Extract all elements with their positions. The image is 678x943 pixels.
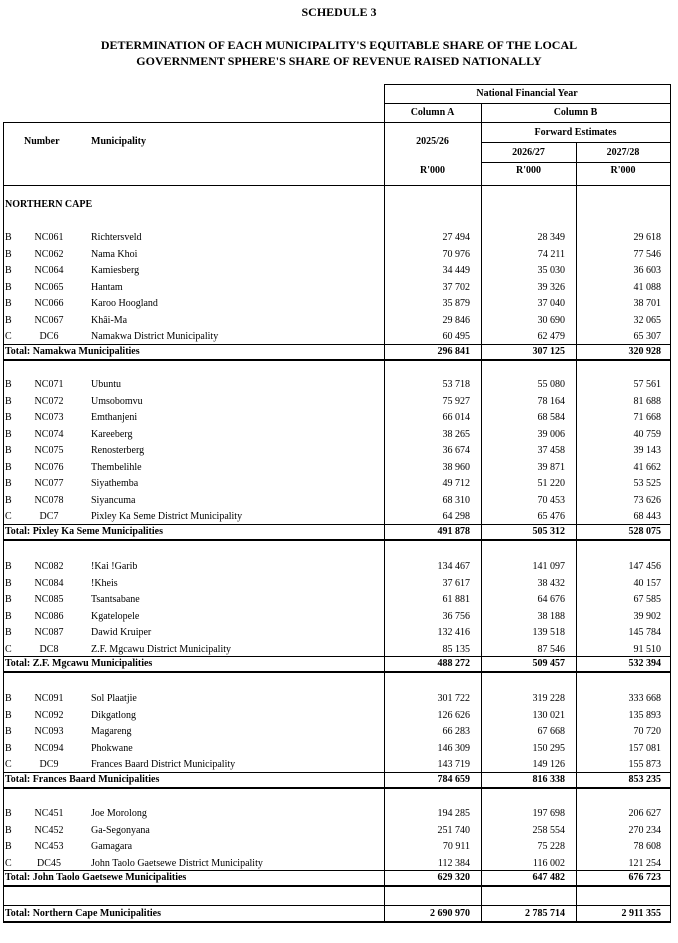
value-2026-27: 51 220 — [537, 478, 565, 489]
value-2027-28: 71 668 — [633, 412, 661, 423]
group-total-2026-27: 647 482 — [532, 872, 565, 883]
value-2027-28: 333 668 — [628, 693, 661, 704]
value-2026-27: 28 349 — [537, 232, 565, 243]
municipality-number: NC092 — [34, 709, 64, 721]
municipality-name: Kgatelopele — [91, 610, 140, 622]
subtotal-rule-bottom — [3, 671, 671, 673]
municipality-name: Sol Plaatjie — [91, 693, 137, 704]
value-2026-27: 149 126 — [532, 759, 565, 770]
value-2027-28: 78 608 — [633, 841, 661, 852]
year-2025-header: 2025/26 — [416, 136, 449, 147]
value-2025-26: 38 960 — [442, 461, 470, 473]
municipality-name: Z.F. Mgcawu District Municipality — [91, 643, 232, 655]
municipality-category: B — [5, 461, 12, 473]
value-2027-28: 57 561 — [633, 379, 661, 390]
municipality-category: B — [5, 561, 12, 572]
municipality-category: B — [5, 379, 12, 390]
municipality-name: Tsantsabane — [91, 594, 140, 605]
value-2025-26: 112 384 — [437, 857, 470, 869]
value-2026-27: 62 479 — [537, 331, 565, 342]
value-2025-26: 29 846 — [442, 314, 470, 326]
group-total-2026-27: 505 312 — [532, 525, 565, 537]
value-2026-27: 65 476 — [537, 511, 565, 522]
value-2026-27: 74 211 — [537, 248, 565, 260]
column-a-label: Column A — [410, 107, 455, 118]
value-2025-26: 75 927 — [442, 395, 470, 407]
municipality-category: B — [5, 412, 12, 423]
value-2027-28: 53 525 — [633, 478, 661, 489]
forward-estimates-label: Forward Estimates — [534, 127, 617, 138]
municipality-name: Karoo Hoogland — [91, 298, 158, 309]
group-total-2026-27: 816 338 — [532, 773, 565, 785]
municipality-name: Renosterberg — [91, 445, 145, 456]
municipality-name: Namakwa District Municipality — [91, 331, 219, 342]
municipality-category: B — [5, 808, 12, 819]
value-2026-27: 130 021 — [532, 709, 565, 721]
municipality-name: Dikgatlong — [91, 709, 136, 721]
group-total-2025-26: 488 272 — [437, 658, 470, 669]
subtotal-rule-bottom — [3, 787, 671, 789]
municipality-category: B — [5, 577, 12, 589]
municipality-number: NC072 — [34, 395, 64, 407]
municipality-number: DC9 — [39, 759, 59, 770]
subtotal-rule-top — [3, 870, 671, 871]
grand-total-rule-bottom — [3, 921, 671, 923]
municipality-category: B — [5, 610, 12, 622]
municipality-name: Frances Baard District Municipality — [91, 759, 236, 770]
municipality-number: NC065 — [34, 281, 64, 293]
column-b-left-border — [481, 103, 482, 923]
municipality-number: NC091 — [34, 693, 64, 704]
value-2025-26: 134 467 — [437, 561, 470, 572]
municipality-number: NC085 — [34, 594, 64, 605]
municipality-name: Ubuntu — [91, 379, 121, 390]
value-2026-27: 87 546 — [537, 643, 565, 655]
value-2026-27: 150 295 — [532, 742, 565, 754]
municipality-number: NC067 — [34, 314, 64, 326]
group-total-2027-28: 320 928 — [628, 345, 661, 357]
unit-header-b2: R'000 — [610, 165, 636, 176]
subtotal-rule-top — [3, 656, 671, 657]
municipality-name: Nama Khoi — [91, 248, 138, 260]
table-right-border — [670, 84, 671, 923]
value-2027-28: 70 720 — [633, 726, 661, 737]
municipality-number: NC064 — [34, 265, 64, 276]
municipality-number: DC7 — [39, 511, 59, 522]
value-2026-27: 30 690 — [537, 314, 565, 326]
value-2027-28: 67 585 — [633, 594, 661, 605]
subtotal-rule-top — [3, 344, 671, 345]
value-2025-26: 36 674 — [442, 445, 470, 456]
unit-header-a: R'000 — [420, 165, 445, 176]
value-2027-28: 135 893 — [628, 709, 661, 721]
municipality-category: B — [5, 494, 12, 506]
value-2027-28: 40 157 — [633, 577, 661, 589]
municipality-name: Thembelihle — [91, 461, 142, 473]
value-2026-27: 38 188 — [537, 610, 565, 622]
group-total-2025-26: 491 878 — [437, 525, 470, 537]
group-total-label: Total: Frances Baard Municipalities — [5, 773, 160, 785]
national-financial-year-label: National Financial Year — [476, 88, 578, 99]
municipality-name: Kareeberg — [91, 428, 133, 440]
group-total-2026-27: 307 125 — [532, 345, 565, 357]
value-2027-28: 270 234 — [628, 824, 661, 836]
municipality-category: B — [5, 298, 12, 309]
subtotal-rule-top — [3, 524, 671, 525]
municipality-name: Ga-Segonyana — [91, 824, 150, 836]
value-2027-28: 81 688 — [633, 395, 661, 407]
municipality-category: B — [5, 824, 12, 836]
header-rule-nfy — [384, 103, 671, 104]
municipality-category: B — [5, 693, 12, 704]
grand-total-2026-27: 2 785 714 — [525, 908, 565, 919]
municipality-number: NC075 — [34, 445, 64, 456]
value-2025-26: 37 617 — [442, 577, 470, 589]
municipality-category: B — [5, 232, 12, 243]
municipality-name: Pixley Ka Seme District Municipality — [91, 511, 243, 522]
municipality-name: Phokwane — [91, 742, 133, 754]
group-total-label: Total: Z.F. Mgcawu Municipalities — [5, 658, 153, 669]
value-2027-28: 121 254 — [628, 857, 661, 869]
group-total-label: Total: Namakwa Municipalities — [5, 345, 140, 357]
grand-total-2025-26: 2 690 970 — [430, 908, 470, 919]
value-2025-26: 68 310 — [442, 494, 470, 506]
municipality-category: B — [5, 742, 12, 754]
value-2027-28: 147 456 — [628, 561, 661, 572]
value-2027-28: 73 626 — [633, 494, 661, 506]
municipality-number: NC073 — [34, 412, 64, 423]
value-2025-26: 64 298 — [442, 511, 470, 522]
municipality-number: NC086 — [34, 610, 64, 622]
value-2025-26: 85 135 — [442, 643, 470, 655]
group-total-2026-27: 509 457 — [532, 658, 565, 669]
table-left-border — [3, 122, 4, 923]
municipality-category: B — [5, 841, 12, 852]
grand-total-label: Total: Northern Cape Municipalities — [5, 908, 162, 919]
municipality-name: Joe Morolong — [91, 808, 147, 819]
value-2026-27: 319 228 — [532, 693, 565, 704]
municipality-number: NC082 — [34, 561, 64, 572]
municipality-name: Khâi-Ma — [91, 314, 128, 326]
value-2027-28: 206 627 — [628, 808, 661, 819]
value-2025-26: 146 309 — [437, 742, 470, 754]
value-2026-27: 139 518 — [532, 627, 565, 638]
municipality-category: C — [5, 857, 12, 869]
municipality-category: B — [5, 478, 12, 489]
value-2027-28: 41 662 — [633, 461, 661, 473]
header-rule-columns — [3, 122, 671, 123]
municipality-number: NC071 — [34, 379, 64, 390]
value-2027-28: 39 143 — [633, 445, 661, 456]
schedule-heading — [0, 37, 678, 69]
value-2027-28: 157 081 — [628, 742, 661, 754]
value-2025-26: 66 283 — [442, 726, 470, 737]
municipality-category: C — [5, 643, 12, 655]
value-2025-26: 37 702 — [442, 281, 470, 293]
column-b2-left-border — [576, 142, 577, 923]
municipality-number: NC094 — [34, 742, 64, 754]
municipality-number: NC061 — [34, 232, 64, 243]
municipality-name: Siyancuma — [91, 494, 136, 506]
value-2025-26: 126 626 — [437, 709, 470, 721]
value-2025-26: 251 740 — [437, 824, 470, 836]
group-total-2027-28: 853 235 — [628, 773, 661, 785]
municipality-category: C — [5, 511, 12, 522]
value-2027-28: 77 546 — [633, 248, 661, 260]
number-header: Number — [24, 136, 60, 147]
municipality-number: NC074 — [34, 428, 64, 440]
municipality-category: B — [5, 265, 12, 276]
value-2026-27: 258 554 — [532, 824, 565, 836]
value-2026-27: 68 584 — [537, 412, 565, 423]
group-total-label: Total: Pixley Ka Seme Municipalities — [5, 525, 163, 537]
header-rule-top — [384, 84, 671, 85]
year-2027-header: 2027/28 — [606, 147, 640, 158]
municipality-number: NC452 — [34, 824, 64, 836]
municipality-name: Dawid Kruiper — [91, 627, 152, 638]
value-2027-28: 38 701 — [633, 298, 661, 309]
value-2025-26: 49 712 — [442, 478, 470, 489]
value-2026-27: 67 668 — [537, 726, 565, 737]
municipality-number: DC6 — [39, 331, 59, 342]
municipality-category: B — [5, 248, 12, 260]
column-a-left-border — [384, 84, 385, 923]
year-2026-header: 2026/27 — [512, 147, 545, 158]
value-2026-27: 37 040 — [537, 298, 565, 309]
value-2027-28: 155 873 — [628, 759, 661, 770]
municipality-header: Municipality — [91, 136, 147, 147]
value-2026-27: 39 006 — [537, 428, 565, 440]
municipality-category: B — [5, 281, 12, 293]
value-2027-28: 32 065 — [633, 314, 661, 326]
municipality-name: Emthanjeni — [91, 412, 138, 423]
municipality-name: John Taolo Gaetsewe District Municipality — [91, 857, 263, 869]
value-2027-28: 29 618 — [633, 232, 661, 243]
value-2027-28: 145 784 — [628, 627, 661, 638]
municipality-number: DC8 — [39, 643, 59, 655]
value-2027-28: 68 443 — [633, 511, 661, 522]
municipality-number: NC078 — [34, 494, 64, 506]
municipality-number: NC093 — [34, 726, 64, 737]
subtotal-rule-bottom — [3, 885, 671, 887]
municipality-category: B — [5, 726, 12, 737]
value-2025-26: 35 879 — [442, 298, 470, 309]
heading-line-1: DETERMINATION OF EACH MUNICIPALITY'S EQUITABLE SHARE OF THE LOCAL — [100, 38, 578, 52]
subtotal-rule-bottom — [3, 539, 671, 541]
province-heading: NORTHERN CAPE — [5, 199, 93, 210]
municipality-number: NC087 — [34, 627, 64, 638]
group-total-2027-28: 532 394 — [628, 658, 661, 669]
value-2026-27: 116 002 — [532, 857, 565, 869]
municipality-category: B — [5, 314, 12, 326]
value-2025-26: 27 494 — [442, 232, 470, 243]
value-2027-28: 39 902 — [633, 610, 661, 622]
heading-line-2: GOVERNMENT SPHERE'S SHARE OF REVENUE RAISED NATIONALLY — [136, 54, 542, 68]
municipality-category: C — [5, 331, 12, 342]
group-total-2025-26: 296 841 — [437, 345, 470, 357]
municipality-number: NC077 — [34, 478, 64, 489]
municipality-name: Magareng — [91, 726, 132, 737]
value-2026-27: 39 871 — [537, 461, 565, 473]
municipality-name: Gamagara — [91, 841, 133, 852]
municipality-category: B — [5, 445, 12, 456]
municipality-category: C — [5, 759, 12, 770]
group-total-2027-28: 676 723 — [628, 872, 661, 883]
value-2025-26: 53 718 — [442, 379, 470, 390]
value-2026-27: 38 432 — [537, 577, 565, 589]
value-2026-27: 64 676 — [537, 594, 565, 605]
municipality-name: Siyathemba — [91, 478, 139, 489]
value-2025-26: 66 014 — [442, 412, 470, 423]
value-2026-27: 70 453 — [537, 494, 565, 506]
group-total-2025-26: 784 659 — [437, 773, 470, 785]
value-2026-27: 55 080 — [537, 379, 565, 390]
value-2027-28: 41 088 — [633, 281, 661, 293]
value-2027-28: 40 759 — [633, 428, 661, 440]
value-2025-26: 70 976 — [442, 248, 470, 260]
municipality-number: NC451 — [34, 808, 64, 819]
column-b-label: Column B — [553, 107, 598, 118]
value-2025-26: 38 265 — [442, 428, 470, 440]
unit-header-b1: R'000 — [516, 165, 541, 176]
schedule-title: SCHEDULE 3 — [301, 5, 377, 19]
value-2025-26: 194 285 — [437, 808, 470, 819]
municipality-number: NC062 — [34, 248, 64, 260]
value-2026-27: 39 326 — [537, 281, 565, 293]
subtotal-rule-bottom — [3, 359, 671, 361]
municipality-category: B — [5, 395, 12, 407]
municipality-category: B — [5, 709, 12, 721]
municipality-category: B — [5, 627, 12, 638]
value-2025-26: 61 881 — [442, 594, 470, 605]
value-2025-26: 70 911 — [442, 841, 470, 852]
municipality-number: NC453 — [34, 841, 64, 852]
municipality-number: NC084 — [34, 577, 64, 589]
municipality-category: B — [5, 428, 12, 440]
group-total-label: Total: John Taolo Gaetsewe Municipalities — [5, 872, 187, 883]
value-2025-26: 36 756 — [442, 610, 470, 622]
group-total-2027-28: 528 075 — [628, 525, 661, 537]
value-2026-27: 197 698 — [532, 808, 565, 819]
municipality-name: Hantam — [91, 281, 123, 293]
value-2025-26: 132 416 — [437, 627, 470, 638]
subtotal-rule-top — [3, 772, 671, 773]
group-total-2025-26: 629 320 — [437, 872, 470, 883]
value-2026-27: 35 030 — [537, 265, 565, 276]
value-2025-26: 301 722 — [437, 693, 470, 704]
value-2026-27: 75 228 — [537, 841, 565, 852]
value-2026-27: 37 458 — [537, 445, 565, 456]
municipality-name: Kamiesberg — [91, 265, 140, 276]
municipality-number: DC45 — [37, 857, 61, 869]
municipality-name: Richtersveld — [91, 232, 142, 243]
value-2025-26: 143 719 — [437, 759, 470, 770]
municipality-number: NC076 — [34, 461, 64, 473]
value-2025-26: 60 495 — [442, 331, 470, 342]
value-2027-28: 36 603 — [633, 265, 661, 276]
municipality-number: NC066 — [34, 298, 64, 309]
value-2027-28: 91 510 — [633, 643, 661, 655]
municipality-name: Umsobomvu — [91, 395, 143, 407]
value-2025-26: 34 449 — [442, 265, 470, 276]
municipality-name: !Kheis — [91, 577, 118, 589]
municipality-category: B — [5, 594, 12, 605]
municipality-name: !Kai !Garib — [91, 561, 138, 572]
value-2026-27: 141 097 — [532, 561, 565, 572]
value-2026-27: 78 164 — [537, 395, 565, 407]
grand-total-2027-28: 2 911 355 — [621, 908, 661, 919]
grand-total-rule-top — [3, 905, 671, 906]
header-rule-units — [3, 185, 671, 186]
value-2027-28: 65 307 — [633, 331, 661, 342]
